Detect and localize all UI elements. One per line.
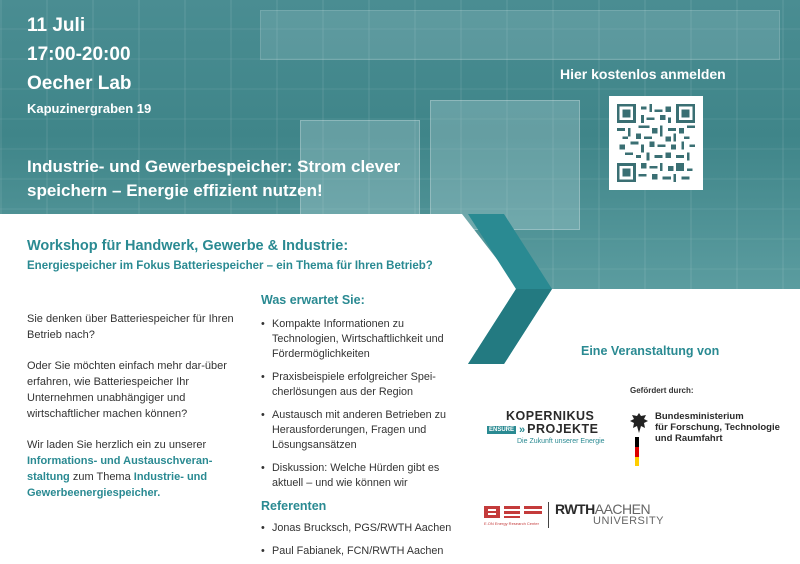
ensure-badge: ENSURE	[489, 426, 515, 433]
list-item: • Kompakte Informationen zu Technologien, Wirtschaftlichkeit und Fördermöglichkeiten	[261, 317, 456, 362]
eon-erc-label: E.ON Energy Research Center	[484, 521, 539, 526]
rwth-logo-text: RWTH	[555, 501, 595, 517]
event-type-highlight: Informations- und Austauschveran-staltung	[27, 455, 213, 483]
speakers-heading: Referenten	[261, 499, 327, 513]
list-item: • Paul Fabianek, FCN/RWTH Aachen	[261, 544, 456, 559]
program-column	[261, 293, 456, 564]
event-address: Kapuzinergraben 19	[27, 101, 152, 116]
speakers-list	[261, 521, 456, 559]
kopernikus-logo	[487, 410, 607, 445]
intro-text	[27, 311, 242, 516]
rwth-logo-text: AACHEN	[594, 501, 651, 517]
bmbf-line: für Forschung, Technologie	[655, 422, 780, 433]
eon-erc-mark-icon	[484, 504, 544, 520]
qr-code-icon[interactable]	[609, 96, 703, 190]
kopernikus-tagline: Die Zukunft unserer Energie	[517, 438, 605, 445]
workshop-title: Workshop für Handwerk, Gewerbe & Industrie:	[27, 238, 349, 254]
invitation-text: zum Thema	[69, 471, 134, 483]
kopernikus-logo-text: KOPERNIKUS	[506, 409, 595, 423]
german-flag-icon	[635, 437, 639, 466]
headline: Industrie- und Gewerbespeicher: Strom clever speichern – Energie effizient nutzen!	[27, 157, 401, 200]
list-item: • Praxisbeispiele erfolgreicher Spei-cherlösungen aus der Region	[261, 370, 456, 400]
register-label: Hier kostenlos anmelden	[560, 66, 726, 82]
event-location: Oecher Lab	[27, 73, 132, 94]
list-item: • Jonas Brucksch, PGS/RWTH Aachen	[261, 521, 456, 536]
federal-eagle-icon	[629, 412, 649, 434]
topic-highlight: Industrie- und Gewerbeenergiespeicher.	[27, 471, 208, 499]
intro-paragraph: Oder Sie möchten einfach mehr dar-über erfahren, wie Batteriespeicher Ihr Unternehmen unabhängiger und wirtschaftlicher machen können?	[27, 360, 227, 420]
invitation-text: Wir laden Sie herzlich ein zu unserer	[27, 439, 207, 451]
logo-divider	[548, 502, 549, 528]
funded-by-label: Gefördert durch:	[630, 386, 694, 395]
invitation-paragraph	[27, 437, 242, 501]
rwth-logo-text: UNIVERSITY	[593, 515, 665, 527]
bmbf-logo	[625, 410, 795, 466]
organizer-heading: Eine Veranstaltung von	[581, 344, 720, 358]
rwth-logo	[555, 503, 664, 527]
list-item: • Diskussion: Welche Hürden gibt es aktuell – und wie können wir	[261, 461, 456, 491]
event-time: 17:00-20:00	[27, 44, 131, 65]
bmbf-line: Bundesministerium	[655, 411, 744, 422]
event-date: 11 Juli	[27, 15, 86, 36]
kopernikus-logo-text: PROJEKTE	[527, 422, 599, 436]
expectations-list	[261, 317, 456, 491]
list-item: • Austausch mit anderen Betrieben zu Herausforderungen, Fragen und Lösungsansätzen	[261, 408, 456, 453]
eon-erc-logo	[484, 504, 544, 530]
bmbf-line: und Raumfahrt	[655, 433, 723, 444]
bmbf-logo-text	[655, 411, 780, 444]
intro-paragraph: Sie denken über Batteriespeicher für Ihren Betrieb nach?	[27, 313, 234, 341]
expectations-heading: Was erwartet Sie:	[261, 293, 365, 307]
chevron-right-icon: »	[519, 423, 526, 436]
workshop-subtitle: Energiespeicher im Fokus Batteriespeicher – ein Thema für Ihren Betrieb?	[27, 260, 433, 272]
